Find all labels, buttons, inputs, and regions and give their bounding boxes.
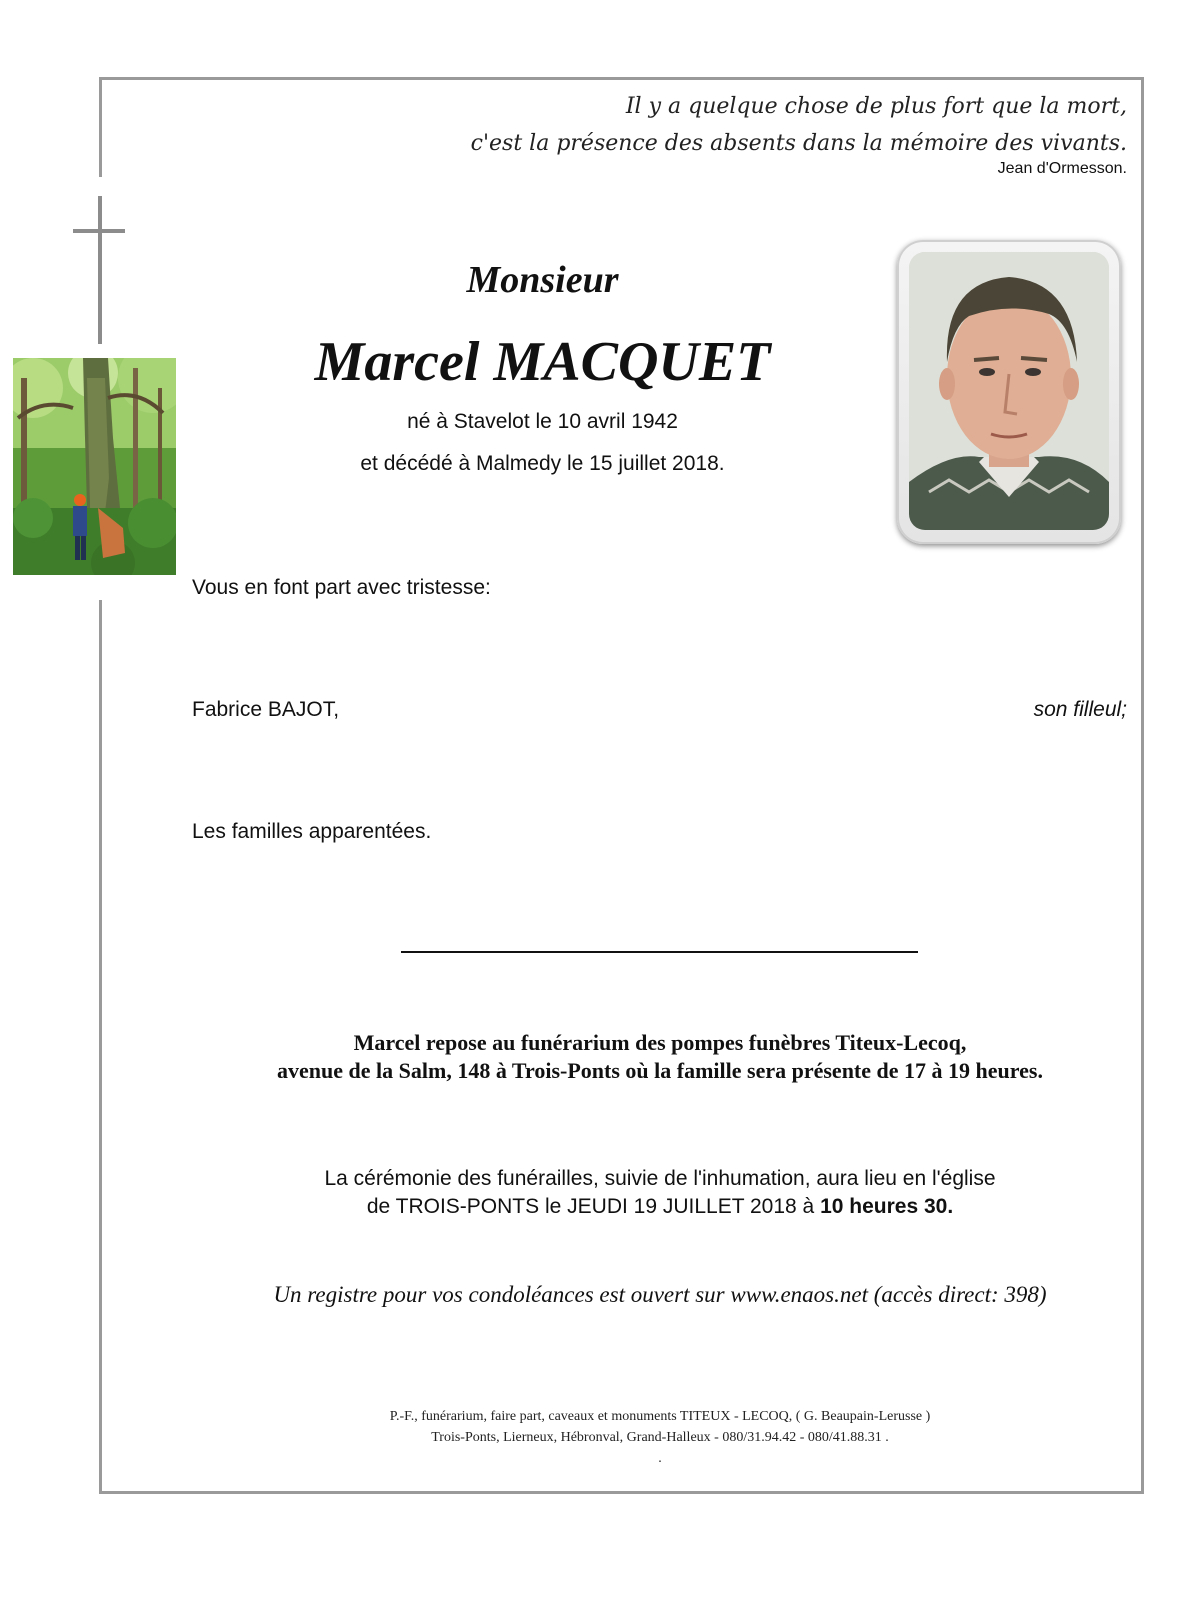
family-member-name: Fabrice BAJOT, [192, 698, 340, 721]
cross-vertical-bar [98, 196, 102, 344]
footer-line-2: Trois-Ponts, Lierneux, Hébronval, Grand-Halleux - 080/31.94.42 - 080/41.88.31 . [431, 1430, 889, 1445]
frame-top-line [99, 77, 1144, 80]
footer-line-3: . [658, 1451, 662, 1466]
ceremony-info [180, 1165, 1140, 1221]
announcement-intro: Vous en font part avec tristesse: [192, 576, 491, 599]
funerarium-line-1: Marcel repose au funérarium des pompes funèbres Titeux-Lecoq, [353, 1030, 967, 1055]
death-info: et décédé à Malmedy le 15 juillet 2018. [360, 452, 725, 475]
ceremony-line-2 [180, 1193, 1140, 1221]
family-member-relation: son filleul; [1033, 698, 1127, 721]
footer-line-1: P.-F., funérarium, faire part, caveaux et monuments TITEUX - LECOQ, ( G. Beaupain-Lerusse ) [389, 1409, 931, 1424]
deceased-name: Marcel MACQUET [314, 331, 771, 393]
frame-bottom-line [99, 1491, 1144, 1494]
portrait-photo [909, 252, 1109, 530]
ceremony-time: 10 heures 30. [820, 1195, 954, 1218]
quote-line-1: Il y a quelque chose de plus fort que la mort, [625, 94, 1127, 119]
forest-illustration [13, 358, 176, 575]
ceremony-line-1: La cérémonie des funérailles, suivie de l'inhumation, aura lieu en l'église [324, 1167, 996, 1190]
frame-right-line [1141, 77, 1144, 1494]
separator-line [401, 951, 918, 953]
funerarium-line-2: avenue de la Salm, 148 à Trois-Ponts où la famille sera présente de 17 à 19 heures. [277, 1058, 1043, 1083]
cross-horizontal-bar [73, 229, 125, 233]
quote-line-2: c'est la présence des absents dans la mémoire des vivants. [470, 131, 1127, 156]
birth-info: né à Stavelot le 10 avril 1942 [407, 410, 678, 433]
portrait-illustration [909, 252, 1109, 530]
portrait-frame [897, 240, 1121, 544]
frame-left-line-bottom [99, 600, 102, 1494]
funerarium-info [180, 1029, 1140, 1085]
funeral-home-footer [180, 1406, 1140, 1469]
quote-author: Jean d'Ormesson. [997, 160, 1127, 177]
frame-left-line-top [99, 77, 102, 177]
related-families: Les familles apparentées. [192, 820, 432, 843]
forest-photo [13, 358, 176, 575]
ceremony-date: de TROIS-PONTS le JEUDI 19 JUILLET 2018 à [366, 1195, 821, 1218]
civility-title: Monsieur [466, 259, 619, 301]
epitaph-quote [471, 88, 1127, 162]
condolence-register: Un registre pour vos condoléances est ouvert sur www.enaos.net (accès direct: 398) [273, 1282, 1047, 1307]
